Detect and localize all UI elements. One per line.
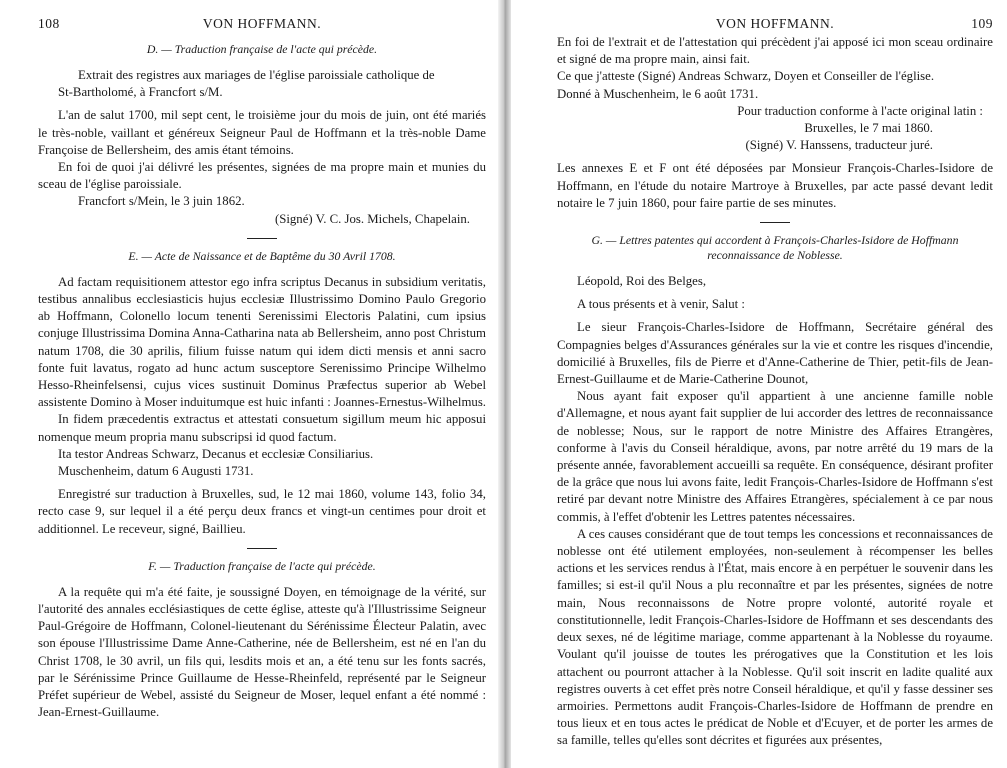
section-f-heading: F. — Traduction française de l'acte qui précède.: [148, 558, 376, 573]
paragraph: Enregistré sur traduction à Bruxelles, sud, le 12 mai 1860, volume 143, folio 34, recto case 9, sur lequel il a été perçu deux francs et vingt-un centimes pour droit et additionnel. Le receveur, signé, Baillieu.: [38, 487, 486, 536]
paragraph: In fidem præcedentis extractus et attestati consuetum sigillum meum hic apposui nomenque meum propria manu subscripsi id quod factum.: [38, 412, 486, 444]
paragraph: A tous présents et à venir, Salut :: [577, 297, 745, 312]
section-divider: [247, 548, 277, 549]
section-divider: [247, 238, 277, 239]
book-gutter: [498, 0, 511, 768]
left-page: [0, 0, 498, 768]
running-head: VON HOFFMANN.: [202, 16, 322, 31]
paragraph: A ces causes considérant que de tout temps les concessions et reconnaissances de noblesse ont été utilement employées, non-seulement à récompenser les belles actions et les services rendus à l'État, mais encore à en perpétuer le souvenir dans les familles; si est-il qu'il Nous a plu reconnaître et par les présentes, signées de notre main, Nous reconnaissons de Notre propre volonté, autorité royale et constitutionnelle, ledit François-Charles-Isidore de Hoffmann et ses descendants des deux sexes, né de légitime mariage, comme appartenant à la Noblesse du royaume. Voulant qu'il jouisse de toutes les prérogatives que la Constitution et les lois attachent ou pourront attacher à la Noblesse. Qu'il soit inscrit en ladite qualité aux registres ouverts à cet effet près notre Conseil héraldique, et qu'il y fasse dessiner ses armoiries. Permettons audit François-Charles-Isidore de Hoffmann de prendre en tous lieux et en tous actes le prédicat de Noble et d'Ecuyer, et de porter les armes de sa famille, telles qu'elles sont décrites et figurées aux présentes,: [557, 526, 993, 748]
page-number: 108: [38, 16, 60, 31]
paragraph: Pour traduction conforme à l'acte original latin :: [737, 103, 983, 118]
section-e-heading: E. — Acte de Naissance et de Baptême du 30 Avril 1708.: [128, 248, 396, 263]
paragraph: A la requête qui m'a été faite, je soussigné Doyen, en témoignage de la vérité, sur l'autorité des annales ecclésiastiques de cette église, atteste qu'à l'Illustrissime Seigneur Paul-Grégoire de Hoffmann, Colonel-lieutenant du Sérénissime Électeur Palatin, avec son épouse l'Illustrissime Dame Anne-Catherine, née de Bellersheim, est né en l'an du Christ 1708, le 30 avril, un fils qui, lesdits mois et an, a été tenu sur les fonts sacrés, par le Sérénissime Prince Guillaume de Hesse-Rheinfeld, représenté par le Seigneur Préfet supérieur de Webel, assisté du Seigneur de Moser, lequel enfant a été nommé : Jean-Ernest-Guillaume.: [38, 584, 486, 720]
paragraph: L'an de salut 1700, mil sept cent, le troisième jour du mois de juin, ont été mariés le très-noble, vaillant et généreux Seigneur Paul de Hoffmann et la très-noble Dame Françoise de Bellersheim, des amis étant témoins.: [38, 108, 486, 157]
running-head: VON HOFFMANN.: [715, 16, 835, 31]
paragraph: Extrait des registres aux mariages de l'église paroissiale catholique de: [78, 68, 435, 82]
signature-line: (Signé) V. Hanssens, traducteur juré.: [745, 138, 933, 153]
paragraph: Muschenheim, datum 6 Augusti 1731.: [58, 464, 254, 479]
paragraph: Les annexes E et F ont été déposées par Monsieur François-Charles-Isidore de Hoffmann, en l'étude du notaire Martroye à Bruxelles, par acte passé devant ledit notaire le 7 juin 1860, pour faire partie de ses minutes.: [557, 161, 993, 210]
section-g-heading: G. — Lettres patentes qui accordent à François-Charles-Isidore de Hoffmann: [591, 233, 959, 248]
date-line: Bruxelles, le 7 mai 1860.: [804, 121, 933, 136]
paragraph: Le sieur François-Charles-Isidore de Hoffmann, Secrétaire général des Compagnies belges d'Assurances générales sur la vie et contre les risques d'incendie, domicilié à Bruxelles, fils de Pierre et d'Anne-Catherine de Thier, petit-fils de Jean-Ernest-Guillaume et de Marie-Catherine Dounot,: [557, 320, 993, 387]
paragraph: En foi de l'extrait et de l'attestation qui précèdent j'ai apposé ici mon sceau ordinaire et signé de ma propre main, ainsi fait.: [557, 35, 993, 67]
section-g-subheading: reconnaissance de Noblesse.: [707, 248, 843, 263]
paragraph: Ce que j'atteste (Signé) Andreas Schwarz, Doyen et Conseiller de l'église.: [557, 69, 935, 84]
paragraph: Ita testor Andreas Schwarz, Decanus et ecclesiæ Consiliarius.: [58, 446, 374, 461]
page-number: 109: [971, 16, 993, 31]
right-page-header: [557, 10, 993, 34]
paragraph: St-Bartholomé, à Francfort s/M.: [58, 85, 223, 100]
left-page-header: [38, 10, 486, 34]
paragraph: En foi de quoi j'ai délivré les présentes, signées de ma propre main et munies du sceau de l'église paroissiale.: [38, 160, 486, 192]
paragraph: Donné à Muschenheim, le 6 août 1731.: [557, 86, 759, 101]
paragraph: Léopold, Roi des Belges,: [577, 274, 707, 289]
section-d-heading: D. — Traduction française de l'acte qui précède.: [146, 42, 378, 56]
section-divider: [760, 222, 790, 223]
right-page: [511, 0, 1007, 768]
paragraph: Ad factam requisitionem attestor ego infra scriptus Decanus in subsidium veritatis, testibus annalibus ecclesiasticis hujus ecclesiæ Illustrissimo Domino Paulo Gregorio ab Hoffmann, Colonello locum tenenti Serenissimi Electoris Palatini, cum ipsius conjuge Illustrissima Domina Anna-Catharina nata ab Bellersheim, anno post Christum natum 1708, die 30 aprilis, filium fuisse natum qui idem dicti mensis et anni sacro fonte fuit lavatus, rogato ad hunc actum susceptore Serenissimo Principe Wilhelmo Hesso-Rheinfelsensi, cujus vices sustinuit Dominus Præfectus superior ab Webel assistente Domino à Moser induitumque est huic infanti : Joannes-Ernestus-Wilhelmus.: [38, 274, 487, 410]
date-line: Francfort s/Mein, le 3 juin 1862.: [78, 194, 245, 209]
signature-line: (Signé) V. C. Jos. Michels, Chapelain.: [274, 211, 470, 226]
paragraph: Nous ayant fait exposer qu'il appartient à une ancienne famille noble d'Allemagne, et nous ayant fait supplier de lui accorder des lettres de reconnaissance de noblesse; Nous, sur le rapport de notre Ministre des Affaires Etrangères, conforme à l'avis du Conseil héraldique, avons, par notre arrêté du 19 mars de la présente année, favorablement accueilli sa requête. En conséquence, désirant profiter de la grâce que nous lui avons faite, ledit François-Charles-Isidore de Hoffmann s'est retiré par devant notre Ministre des Affaires Etrangères, spécialement à ce par nous commis, à l'effet d'obtenir les Lettres patentes nécessaires.: [557, 389, 993, 524]
